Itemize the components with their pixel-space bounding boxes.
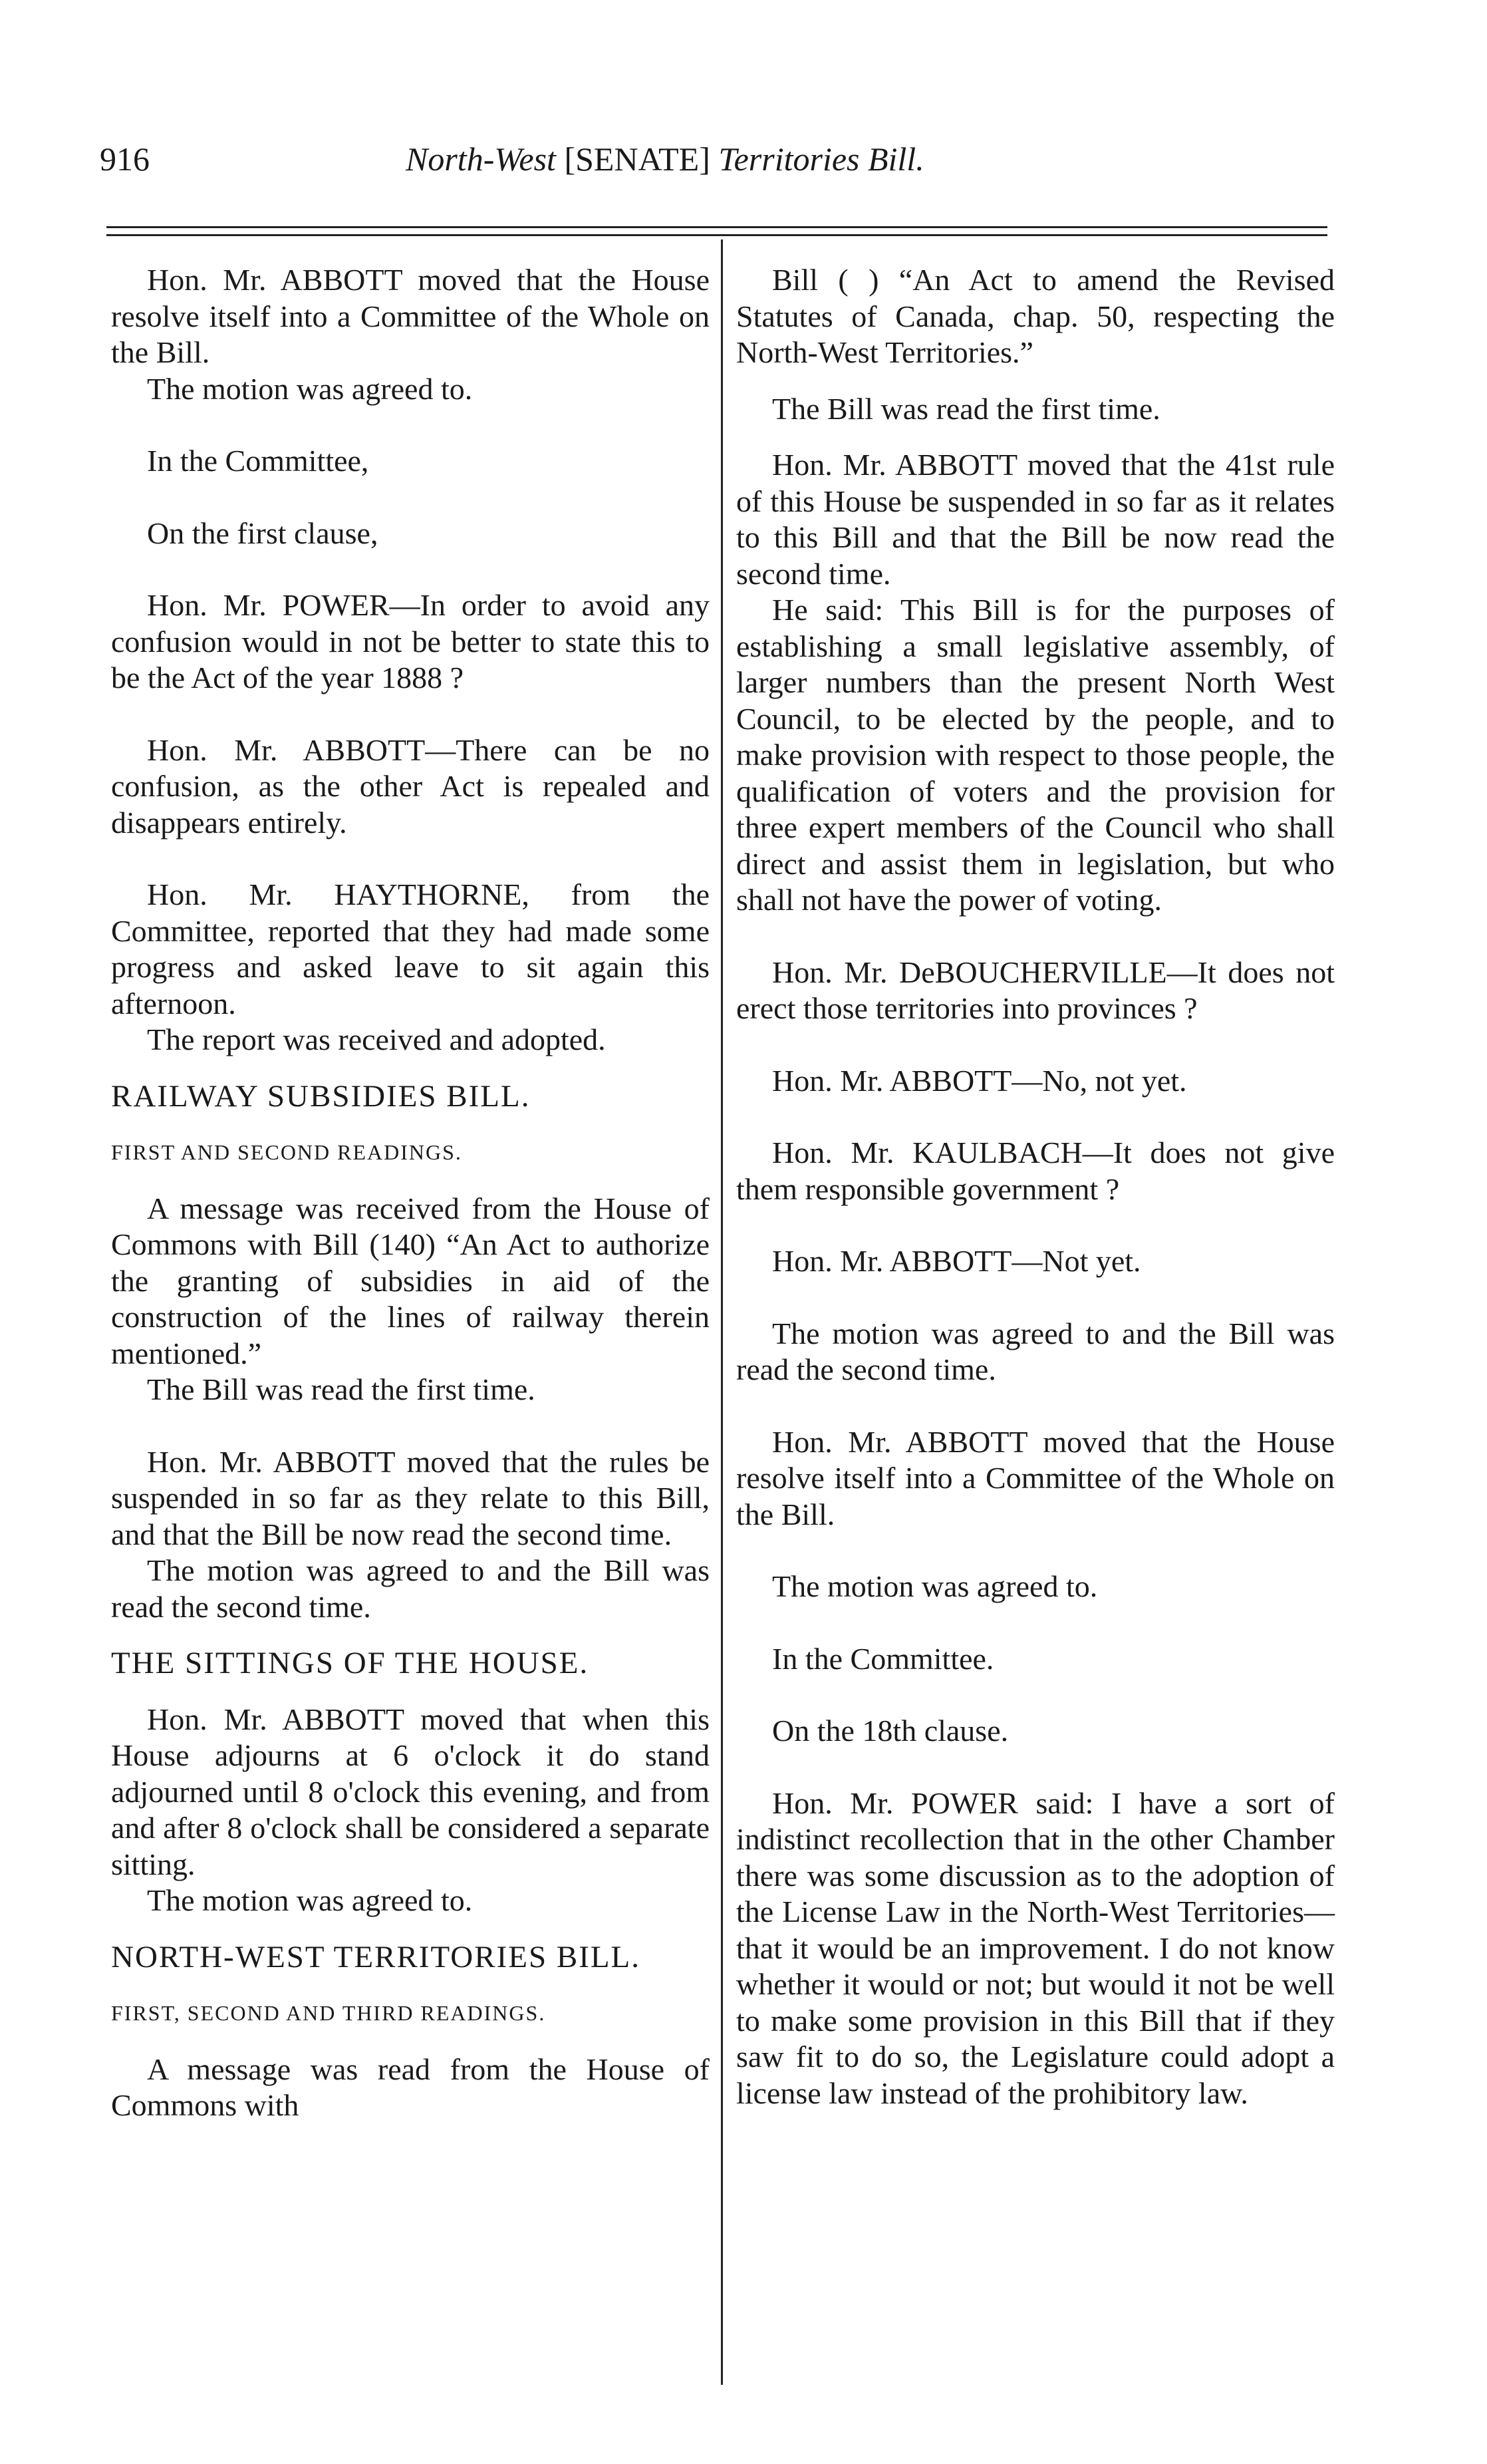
spacer xyxy=(736,1533,1335,1569)
spacer xyxy=(736,1027,1335,1063)
spacer xyxy=(736,919,1335,955)
section-subheading: FIRST, SECOND AND THIRD READINGS. xyxy=(111,2001,546,2025)
section-heading: THE SITTINGS OF THE HOUSE. xyxy=(111,1646,589,1680)
spacer xyxy=(111,480,710,516)
paragraph: In the Committee. xyxy=(772,1641,994,1676)
paragraph: Hon. Mr. ABBOTT—Not yet. xyxy=(772,1244,1141,1278)
section-heading: NORTH-WEST TERRITORIES BILL. xyxy=(111,1939,641,1974)
paragraph: The motion was agreed to. xyxy=(147,1883,473,1917)
spacer xyxy=(111,1975,710,1995)
paragraph: The motion was agreed to. xyxy=(772,1569,1098,1603)
paragraph: The Bill was read the first time. xyxy=(772,391,1160,426)
spacer xyxy=(111,1625,710,1645)
paragraph: Hon. Mr. KAULBACH—It does not give them responsible government ? xyxy=(736,1136,1335,1206)
paragraph: In the Committee, xyxy=(147,444,369,478)
paragraph: Hon. Mr. POWER said: I have a sort of indistinct recollection that in the other Chamber there was some discussion as to the adoption of the License Law in the North-West Territories—that it would be an improvement. I do not know whether it would or not; but would it not be well to make some provision in this Bill that if they saw fit to do so, the Legislature could adopt a license law instead of the prohibitory law. xyxy=(736,1785,1335,2110)
paragraph: Hon. Mr. ABBOTT—No, not yet. xyxy=(772,1063,1187,1098)
paragraph: A message was received from the House of Commons with Bill (140) “An Act to authorize the granting of subsidies in aid of the construction of the lines of railway therein mentioned.” xyxy=(111,1191,710,1370)
paragraph: The Bill was read the first time. xyxy=(147,1372,535,1406)
spacer xyxy=(111,1408,710,1444)
paragraph: A message was read from the House of Commons with xyxy=(111,2052,710,2122)
paragraph: Hon. Mr. POWER—In order to avoid any confusion would in not be better to state this to be the Act of the year 1888 ? xyxy=(111,588,710,694)
paragraph: The motion was agreed to and the Bill was read the second time. xyxy=(736,1316,1335,1386)
spacer xyxy=(111,1058,710,1078)
paragraph: The motion was agreed to. xyxy=(147,371,473,406)
paragraph: Hon. Mr. ABBOTT moved that when this House adjourns at 6 o'clock it do stand adjourned until 8 o'clock this evening, and from and after 8 o'clock shall be considered a separate sitting. xyxy=(111,1702,710,1881)
paragraph: Hon. Mr. ABBOTT moved that the House resolve itself into a Committee of the Whole on the Bill. xyxy=(111,263,710,369)
paragraph: He said: This Bill is for the purposes of establishing a small legislative assembly, of larger numbers than the present North West Council, to be elected by the people, and to make provision with respect to those people, the qualification of voters and the provision for three expert members of the Council who shall direct and assist them in legislation, but who shall not have the power of voting. xyxy=(736,593,1335,917)
running-title-center: [SENATE] xyxy=(564,140,710,178)
spacer xyxy=(111,407,710,443)
spacer xyxy=(111,2032,710,2052)
page-number: 916 xyxy=(100,140,150,178)
spacer xyxy=(736,1207,1335,1243)
spacer xyxy=(736,1677,1335,1713)
spacer xyxy=(111,1682,710,1702)
paragraph: Hon. Mr. ABBOTT moved that the rules be suspended in so far as they relate to this Bill, and that the Bill be now read the second time. xyxy=(111,1444,710,1551)
paragraph: Hon. Mr. DeBOUCHERVILLE—It does not erect those territories into provinces ? xyxy=(736,955,1335,1025)
spacer xyxy=(111,551,710,587)
spacer xyxy=(736,371,1335,391)
spacer xyxy=(736,1280,1335,1316)
spacer xyxy=(111,1114,710,1134)
section-subheading: FIRST AND SECOND READINGS. xyxy=(111,1140,462,1164)
spacer xyxy=(111,1171,710,1191)
spacer xyxy=(111,696,710,732)
spacer xyxy=(111,841,710,877)
running-title-right: Territories Bill. xyxy=(718,140,924,178)
spacer xyxy=(736,427,1335,447)
right-column xyxy=(736,262,1335,2111)
paragraph: On the 18th clause. xyxy=(772,1714,1009,1748)
paragraph: The motion was agreed to and the Bill was read the second time. xyxy=(111,1553,710,1624)
header-rule-top xyxy=(106,226,1327,228)
paragraph: Hon. Mr. ABBOTT moved that the 41st rule of this House be suspended in so far as it relates to this Bill and that the Bill be now read the second time. xyxy=(736,448,1335,591)
left-column xyxy=(111,262,710,2124)
spacer xyxy=(736,1750,1335,1785)
column-divider xyxy=(721,239,723,2385)
paragraph: Hon. Mr. ABBOTT moved that the House resolve itself into a Committee of the Whole on the Bill. xyxy=(736,1424,1335,1531)
running-title xyxy=(406,140,924,178)
paragraph: On the first clause, xyxy=(147,516,378,550)
paragraph: Bill ( ) “An Act to amend the Revised Statutes of Canada, chap. 50, respecting the North-West Territories.” xyxy=(736,263,1335,369)
spacer xyxy=(111,1919,710,1939)
spacer xyxy=(736,1605,1335,1641)
paragraph: Hon. Mr. HAYTHORNE, from the Committee, reported that they had made some progress and asked leave to sit again this afternoon. xyxy=(111,877,710,1020)
spacer xyxy=(736,1099,1335,1135)
spacer xyxy=(736,1388,1335,1424)
page-header xyxy=(100,140,1337,193)
header-rule-bottom xyxy=(106,234,1327,236)
paragraph: The report was received and adopted. xyxy=(147,1022,606,1056)
paragraph: Hon. Mr. ABBOTT—There can be no confusion, as the other Act is repealed and disappears entirely. xyxy=(111,732,710,840)
running-title-left: North-West xyxy=(406,140,556,178)
section-heading: RAILWAY SUBSIDIES BILL. xyxy=(111,1078,531,1114)
